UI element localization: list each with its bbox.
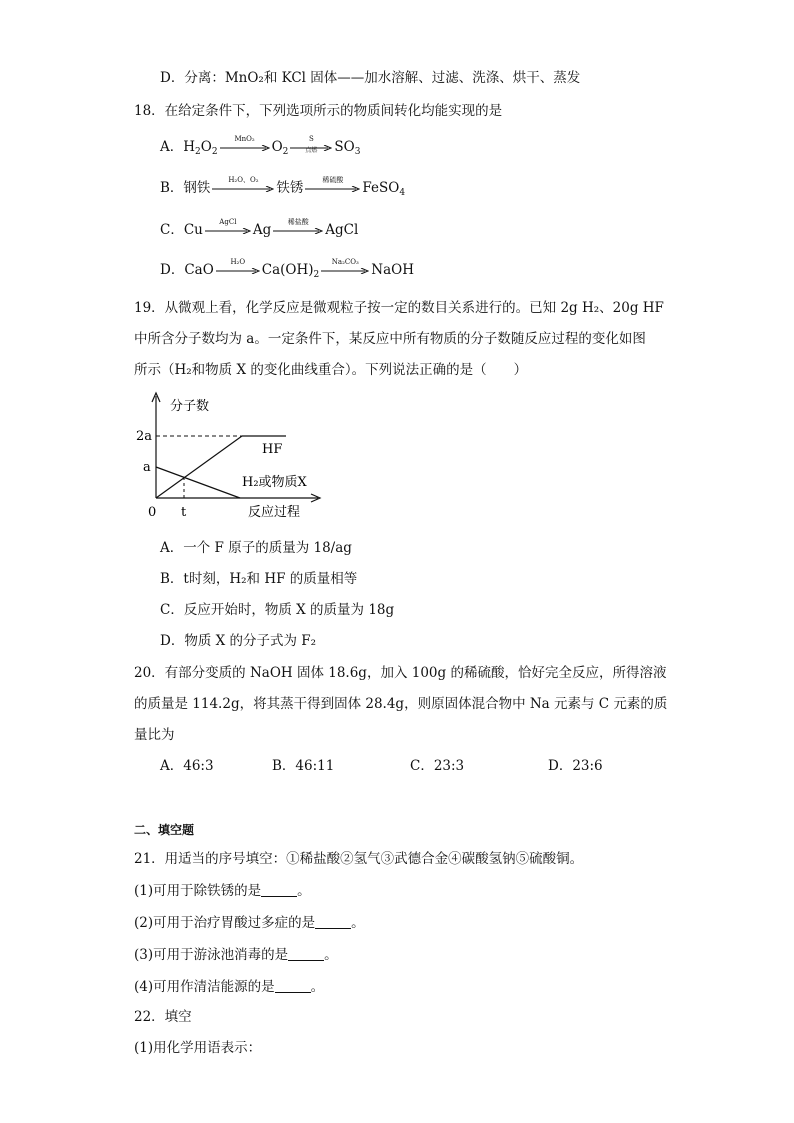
q19-line1: 19．从微观上看，化学反应是微观粒子按一定的数目关系进行的。已知 2g H₂、20g HF xyxy=(134,300,664,316)
q20-option-d: D．23:6 xyxy=(548,758,603,774)
reaction-arrow: 稀盐酸 xyxy=(273,228,323,234)
q20-option-a: A．46:3 xyxy=(160,758,214,774)
reaction-arrow: H₂O、O₂ xyxy=(212,186,274,192)
hf-label: HF xyxy=(262,442,283,457)
q22-stem: 22．填空 xyxy=(134,1009,192,1025)
section-heading: 二、填空题 xyxy=(134,823,195,837)
q17-option-d: D．分离：MnO₂和 KCl 固体——加水溶解、过滤、洗涤、烘干、蒸发 xyxy=(160,70,581,86)
q19-option-b: B．t时刻，H₂和 HF 的质量相等 xyxy=(160,571,358,587)
reaction-arrow: H₂O xyxy=(216,268,260,274)
q19-line3: 所示（H₂和物质 X 的变化曲线重合）。下列说法正确的是（ ） xyxy=(134,362,528,378)
q18-option-a: A．$H_2O_2$ MnO₂ $O_2$ S 点燃 $SO_3$ xyxy=(160,134,361,157)
q20-option-c: C．23:3 xyxy=(410,758,465,774)
x-axis-label: 反应过程 xyxy=(248,505,301,520)
h2-x-curve xyxy=(156,467,240,498)
q22-part1: (1)用化学用语表示： xyxy=(134,1040,262,1056)
answer-blank[interactable] xyxy=(275,980,311,993)
q18-option-b: B．钢铁 H₂O、O₂ 铁锈 稀硫酸 FeSO$_4$ xyxy=(160,175,406,198)
h2-x-label: H₂或物质X xyxy=(242,475,307,490)
q18-option-d: D．CaO H₂O $Ca(OH)_2$ Na₂CO₃ NaOH xyxy=(160,257,414,280)
q21-stem: 21．用适当的序号填空：①稀盐酸②氢气③武德合金④碳酸氢钠⑤硫酸铜。 xyxy=(134,851,584,867)
q19-line2: 中所含分子数均为 a。一定条件下，某反应中所有物质的分子数随反应过程的变化如图 xyxy=(134,331,646,347)
answer-blank[interactable] xyxy=(261,884,297,897)
q21-part1: (1)可用于除铁锈的是 。 xyxy=(134,883,311,899)
tick-2a: 2a xyxy=(136,429,153,444)
q20-line3: 量比为 xyxy=(134,727,175,743)
q21-part2: (2)可用于治疗胃酸过多症的是 。 xyxy=(134,915,365,931)
q19-option-c: C．反应开始时，物质 X 的质量为 18g xyxy=(160,602,395,618)
q19-option-a: A．一个 F 原子的质量为 18/ag xyxy=(160,540,352,556)
q19-option-d: D．物质 X 的分子式为 F₂ xyxy=(160,633,317,649)
tick-a: a xyxy=(143,460,151,475)
q21-part3: (3)可用于游泳池消毒的是 。 xyxy=(134,947,338,963)
y-axis-label: 分子数 xyxy=(170,399,210,414)
hf-curve xyxy=(156,436,242,498)
reaction-arrow: MnO₂ xyxy=(220,145,270,151)
reaction-arrow: AgCl xyxy=(205,228,251,234)
answer-blank[interactable] xyxy=(288,948,324,961)
molecule-count-graph xyxy=(130,388,330,523)
q21-part4: (4)可用作清洁能源的是 。 xyxy=(134,979,325,995)
q18-stem: 18．在给定条件下，下列选项所示的物质间转化均能实现的是 xyxy=(134,103,503,119)
q20-line2: 的质量是 114.2g，将其蒸干得到固体 28.4g，则原固体混合物中 Na 元素与 C 元素的质 xyxy=(134,696,668,712)
reaction-arrow: Na₂CO₃ xyxy=(321,268,369,274)
q20-line1: 20．有部分变质的 NaOH 固体 18.6g，加入 100g 的稀硫酸，恰好完全反应，所得溶液 xyxy=(134,665,667,681)
q18-option-c: C．Cu AgCl Ag 稀盐酸 AgCl xyxy=(160,217,359,238)
reaction-arrow: S 点燃 xyxy=(290,145,332,151)
q20-option-b: B．46:11 xyxy=(272,758,335,774)
answer-blank[interactable] xyxy=(315,916,351,929)
tick-t: t xyxy=(181,505,187,520)
reaction-arrow: 稀硫酸 xyxy=(305,186,360,192)
origin-label: 0 xyxy=(148,505,157,520)
